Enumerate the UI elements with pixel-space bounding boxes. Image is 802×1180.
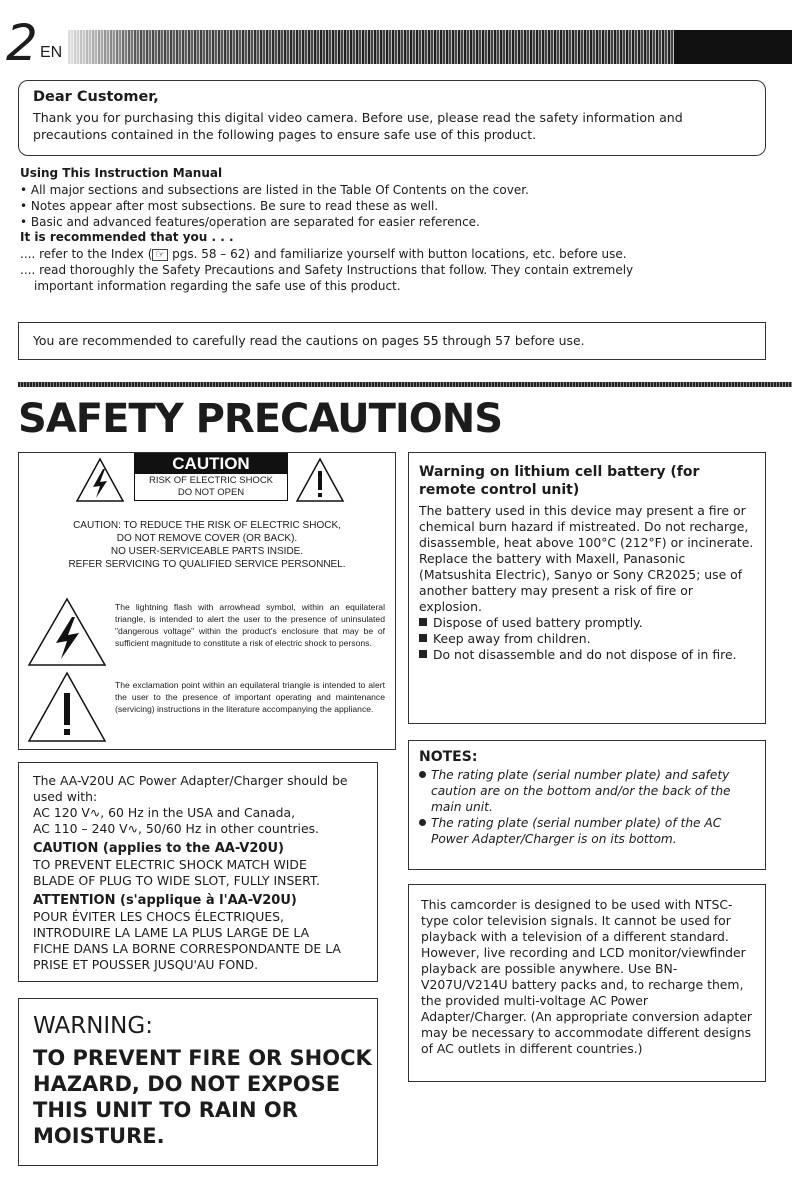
battery-body <box>419 503 759 663</box>
lightning-warning-icon <box>75 457 125 503</box>
dear-customer-text <box>33 109 753 143</box>
list-item <box>419 631 759 647</box>
round-bullet-icon <box>419 771 426 778</box>
pointing-hand-icon: ☞ <box>152 249 168 261</box>
section-divider <box>18 382 792 387</box>
camcorder-text: This camcorder is designed to be used with NTSC-type color television signals. It cannot be used for playback with a television of a different standard. However, live recording and LCD monitor/viewfinder playback are possible anywhere. Use BN-V207U/V214U battery packs and, to recharge them, the provided multi-voltage AC Power Adapter/Charger. (An appropriate conversion adapter may be necessary to accommodate different designs of AC outlets in different countries.) <box>421 897 752 1056</box>
header-pattern-bar <box>68 30 792 64</box>
list-item <box>419 815 761 847</box>
adapter-attention <box>33 893 341 973</box>
adapter-line: used with: <box>33 789 98 804</box>
adapter-box <box>18 762 378 982</box>
page-number: 2 <box>6 14 36 72</box>
note-text: The rating plate (serial number plate) and safety caution are on the bottom and/or the back of the main unit. <box>431 768 731 814</box>
warning-body: TO PREVENT FIRE OR SHOCK HAZARD, DO NOT EXPOSE THIS UNIT TO RAIN OR MOISTURE. <box>33 1046 372 1148</box>
adapter-caution-heading: CAUTION (applies to the AA-V20U) <box>33 841 284 856</box>
caution-line: DO NOT REMOVE COVER (OR BACK). <box>116 533 298 544</box>
battery-paragraph: Replace the battery with Maxell, Panasonic (Matsushita Electric), Sanyo or Sony CR2025; use of another battery may present a risk of fire or explosion. <box>419 551 743 614</box>
caution-label-line: DO NOT OPEN <box>177 487 245 498</box>
battery-paragraph: The battery used in this device may present a fire or chemical burn hazard if mistreated. Do not recharge, disassemble, heat above 100°C (212°F) or incinerate. <box>419 503 754 550</box>
adapter-line: The AA-V20U AC Power Adapter/Charger should be <box>33 773 348 788</box>
camcorder-info-box <box>408 884 766 1082</box>
adapter-attention-heading: ATTENTION (s'applique à l'AA-V20U) <box>33 893 297 908</box>
notes-body <box>419 767 761 847</box>
recommended-line-prefix: .... refer to the Index ( <box>20 247 153 261</box>
cautions-note-box <box>18 322 766 360</box>
adapter-line: BLADE OF PLUG TO WIDE SLOT, FULLY INSERT. <box>33 873 320 888</box>
caution-label-header: CAUTION <box>134 453 288 474</box>
adapter-line: FICHE DANS LA BORNE CORRESPONDANTE DE LA <box>33 941 341 956</box>
adapter-line: TO PREVENT ELECTRIC SHOCK MATCH WIDE <box>33 857 307 872</box>
adapter-line: PRISE ET POUSSER JUSQU'AU FOND. <box>33 957 259 972</box>
battery-bullet-text: Do not disassemble and do not dispose of in fire. <box>433 647 737 662</box>
recommended-heading: It is recommended that you . . . <box>20 230 234 244</box>
list-item: • Notes appear after most subsections. Be sure to read these as well. <box>20 199 439 213</box>
recommended-list <box>20 246 762 294</box>
exclamation-symbol-text: The exclamation point within an equilateral triangle is intended to alert the user to the presence of important operating and maintenance (servicing) instructions in the literature accompanying the appliance. <box>115 680 385 714</box>
exclamation-warning-icon <box>27 671 107 743</box>
square-bullet-icon <box>419 634 427 642</box>
warning-box <box>18 998 378 1166</box>
dear-customer-box <box>18 80 766 156</box>
dear-customer-line: Thank you for purchasing this digital video camera. Before use, please read the safety information and <box>33 110 683 125</box>
recommended-line-ref: pgs. 58 – 62) and familiarize yourself with button locations, etc. before use. <box>172 247 627 261</box>
page-title: SAFETY PRECAUTIONS <box>18 396 503 442</box>
adapter-caution <box>33 841 320 889</box>
page-language: EN <box>40 44 63 61</box>
caution-label-sub <box>134 474 288 501</box>
adapter-line: AC 120 V∿, 60 Hz in the USA and Canada, <box>33 805 296 820</box>
list-item: • Basic and advanced features/operation are separated for easier reference. <box>20 215 480 229</box>
cautions-note-text: You are recommended to carefully read the cautions on pages 55 through 57 before use. <box>33 333 585 348</box>
adapter-line: AC 110 – 240 V∿, 50/60 Hz in other countries. <box>33 821 319 836</box>
notes-heading: NOTES: <box>419 749 478 765</box>
lightning-warning-icon <box>27 597 107 667</box>
warning-title: WARNING: <box>33 1013 153 1039</box>
caution-line: NO USER-SERVICEABLE PARTS INSIDE. <box>110 546 304 557</box>
list-item <box>419 615 759 631</box>
adapter-line: POUR ÉVITER LES CHOCS ÉLECTRIQUES, <box>33 909 284 924</box>
list-item <box>419 647 759 663</box>
list-item <box>419 767 761 815</box>
adapter-line: INTRODUIRE LA LAME LA PLUS LARGE DE LA <box>33 925 310 940</box>
dear-customer-title: Dear Customer, <box>33 89 159 105</box>
battery-heading: Warning on lithium cell battery (for remote control unit) <box>419 464 700 498</box>
list-item: • All major sections and subsections are listed in the Table Of Contents on the cover. <box>20 183 529 197</box>
caution-label-line: RISK OF ELECTRIC SHOCK <box>148 475 274 486</box>
caution-statement <box>25 519 389 571</box>
battery-bullet-text: Keep away from children. <box>433 631 591 646</box>
exclamation-warning-icon <box>295 457 345 503</box>
caution-line: REFER SERVICING TO QUALIFIED SERVICE PERSONNEL. <box>68 559 346 570</box>
caution-line: CAUTION: TO REDUCE THE RISK OF ELECTRIC SHOCK, <box>73 520 341 531</box>
manual-heading: Using This Instruction Manual <box>20 166 223 180</box>
dear-customer-line: precautions contained in the following pages to ensure safe use of this product. <box>33 127 537 142</box>
caution-label <box>134 453 288 501</box>
square-bullet-icon <box>419 618 427 626</box>
list-item <box>20 246 762 262</box>
square-bullet-icon <box>419 650 427 658</box>
adapter-text <box>33 773 348 837</box>
lightning-symbol-text: The lightning flash with arrowhead symbol, within an equilateral triangle, is intended to alert the user to the presence of uninsulated "dangerous voltage" within the product's enclosure that may be of sufficient magnitude to constitute a risk of electric shock to persons. <box>115 602 385 648</box>
notes-box <box>408 740 766 870</box>
battery-bullet-text: Dispose of used battery promptly. <box>433 615 643 630</box>
caution-panel <box>18 452 396 750</box>
manual-list <box>20 182 760 230</box>
list-item: important information regarding the safe use of this product. <box>34 279 401 293</box>
note-text: The rating plate (serial number plate) of the AC Power Adapter/Charger is on its bottom. <box>431 816 722 846</box>
list-item: .... read thoroughly the Safety Precautions and Safety Instructions that follow. They contain extremely <box>20 263 634 277</box>
round-bullet-icon <box>419 819 426 826</box>
battery-warning-box <box>408 452 766 724</box>
